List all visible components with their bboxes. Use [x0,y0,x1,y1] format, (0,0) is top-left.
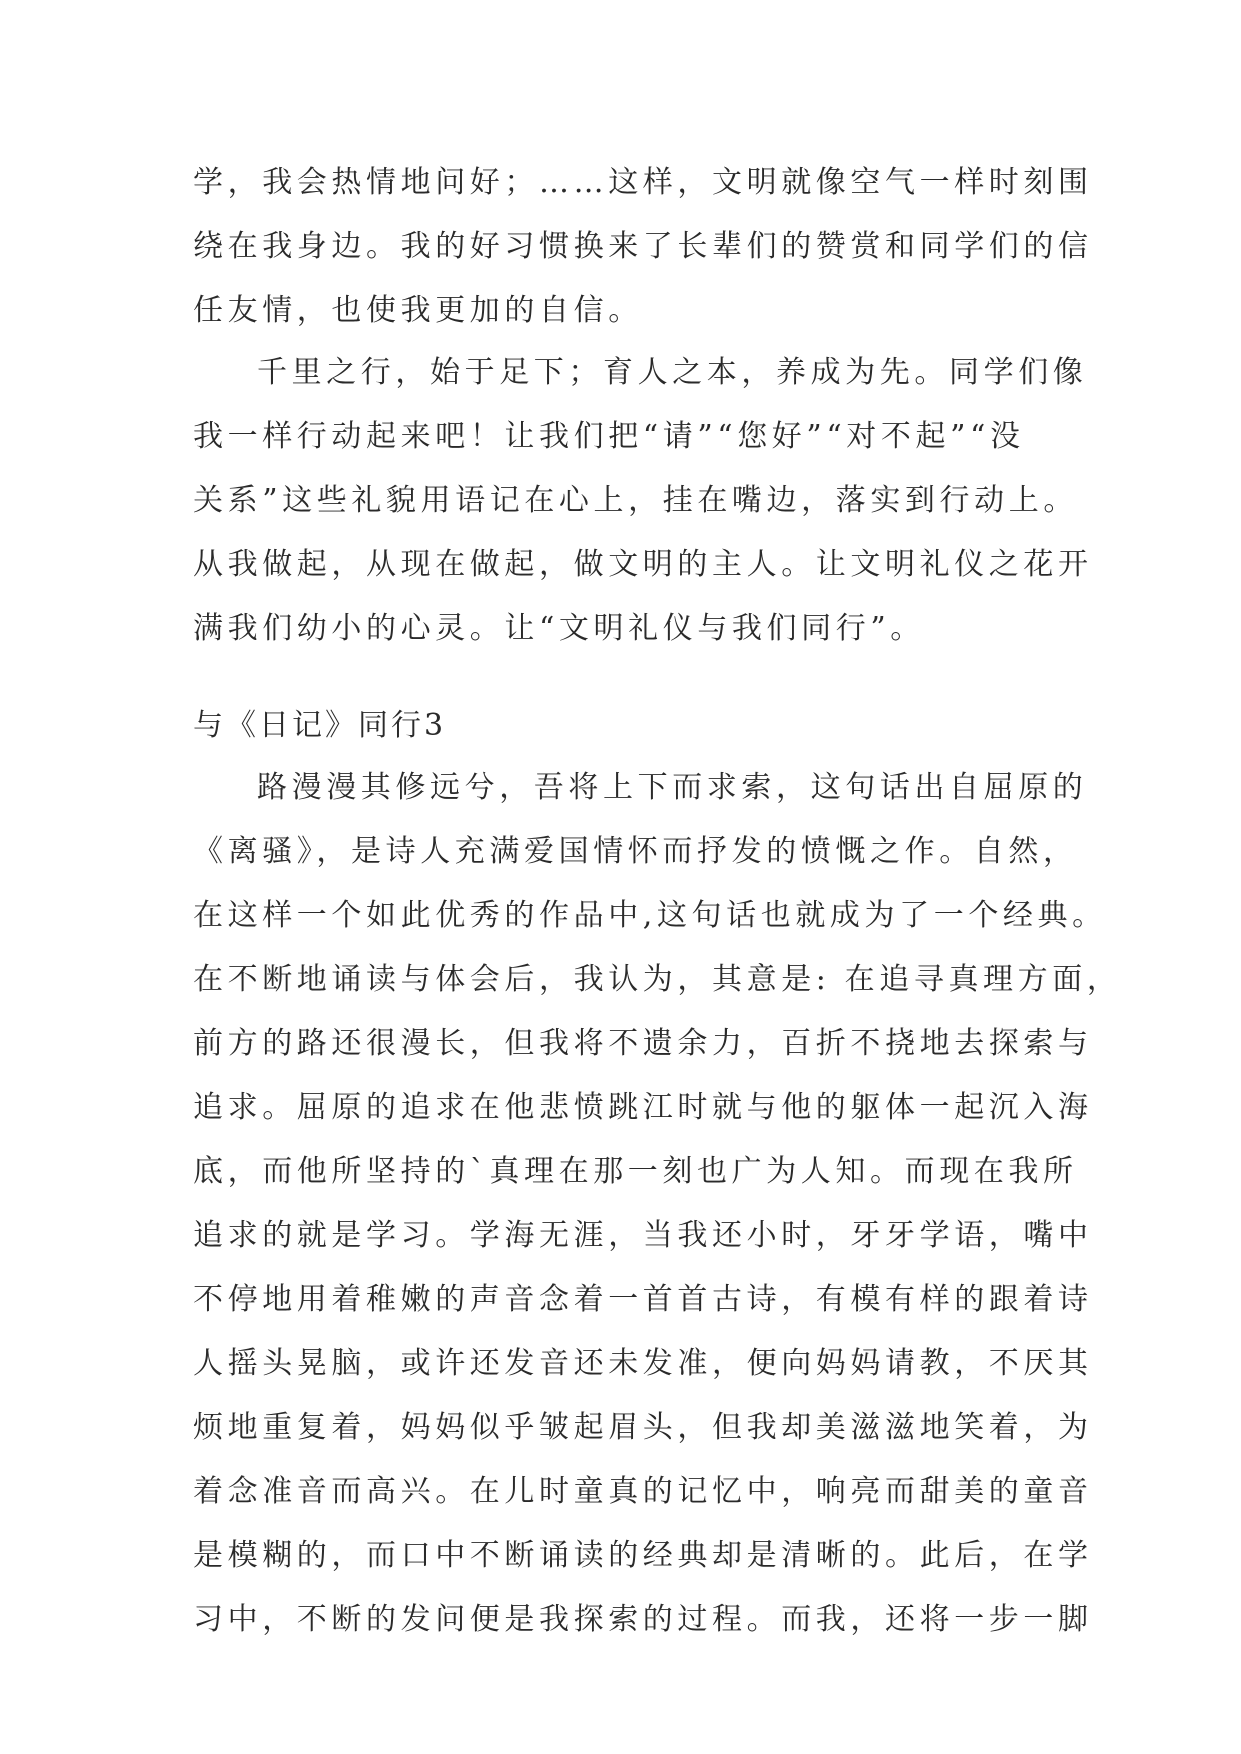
paragraph-2-line: 从我做起，从现在做起，做文明的主人。让文明礼仪之花开 [193,547,1093,582]
paragraph-3-line: 烦地重复着，妈妈似乎皱起眉头，但我却美滋滋地笑着，为 [193,1410,1093,1445]
paragraph-2-line: 我一样行动起来吧！让我们把“请”“您好”“对不起”“没 [193,419,1025,454]
paragraph-3-line: 《离骚》，是诗人充满爱国情怀而抒发的愤慨之作。自然， [193,834,1078,869]
paragraph-3-line: 追求。屈原的追求在他悲愤跳江时就与他的躯体一起沉入海 [193,1090,1093,1125]
paragraph-3-line: 是模糊的，而口中不断诵读的经典却是清晰的。此后，在学 [193,1538,1093,1573]
section-heading: 与《日记》同行3 [193,708,447,743]
paragraph-3-line: 路漫漫其修远兮，吾将上下而求索，这句话出自屈原的 [257,770,1088,805]
paragraph-3-line: 习中，不断的发问便是我探索的过程。而我，还将一步一脚 [193,1602,1093,1637]
paragraph-3-line: 人摇头晃脑，或许还发音还未发准，便向妈妈请教，不厌其 [193,1346,1093,1381]
paragraph-2-line: 千里之行，始于足下；育人之本，养成为先。同学们像 [257,355,1088,390]
paragraph-3-line: 底，而他所坚持的`真理在那一刻也广为人知。而现在我所 [193,1154,1078,1189]
paragraph-1-line: 学，我会热情地问好；……这样，文明就像空气一样时刻围 [193,165,1093,200]
paragraph-3-line: 在这样一个如此优秀的作品中,这句话也就成为了一个经典。 [193,898,1107,933]
paragraph-3-line: 前方的路还很漫长，但我将不遗余力，百折不挠地去探索与 [193,1026,1093,1061]
paragraph-2-line: 满我们幼小的心灵。让“文明礼仪与我们同行”。 [193,611,925,646]
paragraph-3-line: 着念准音而高兴。在儿时童真的记忆中，响亮而甜美的童音 [193,1474,1093,1509]
paragraph-3-line: 在不断地诵读与体会后，我认为，其意是: 在追寻真理方面， [193,962,1122,997]
paragraph-3-line: 追求的就是学习。学海无涯，当我还小时，牙牙学语，嘴中 [193,1218,1093,1253]
paragraph-2-line: 关系”这些礼貌用语记在心上，挂在嘴边，落实到行动上。 [193,483,1078,518]
paragraph-3-line: 不停地用着稚嫩的声音念着一首首古诗，有模有样的跟着诗 [193,1282,1093,1317]
paragraph-1-line: 任友情，也使我更加的自信。 [193,293,643,328]
paragraph-1-line: 绕在我身边。我的好习惯换来了长辈们的赞赏和同学们的信 [193,229,1093,264]
